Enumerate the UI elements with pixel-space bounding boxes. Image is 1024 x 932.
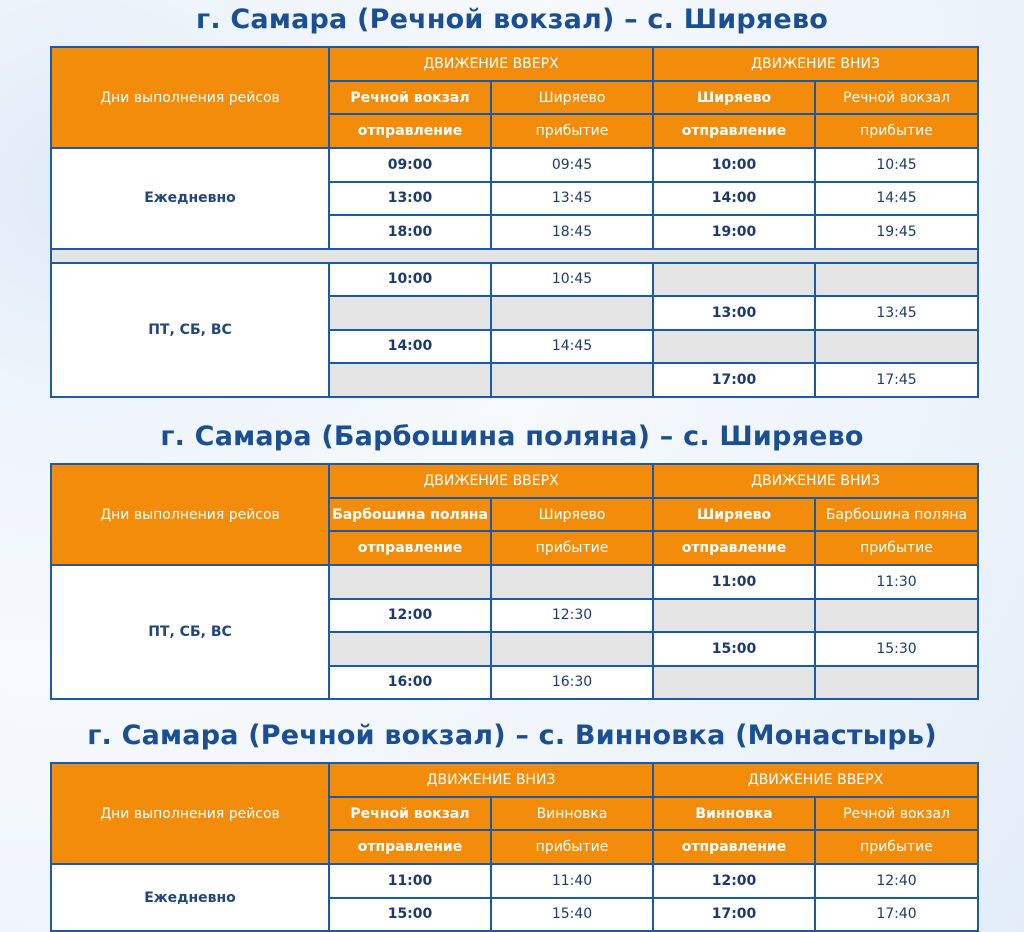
stop-name: Ширяево	[491, 498, 653, 531]
departure-time: 12:00	[653, 864, 815, 898]
direction-header-2: ДВИЖЕНИЕ ВНИЗ	[653, 464, 978, 498]
departure-time: 17:00	[653, 363, 815, 397]
arrival-time: 15:30	[815, 632, 978, 666]
departure-time	[653, 599, 815, 633]
arrival-label: прибытие	[491, 830, 653, 864]
days-cell: ПТ, СБ, ВС	[51, 565, 329, 699]
direction-header-1: ДВИЖЕНИЕ ВВЕРХ	[329, 47, 653, 81]
departure-time: 19:00	[653, 215, 815, 249]
table-row	[51, 263, 978, 297]
separator-row	[51, 249, 978, 263]
stop-name: Ширяево	[653, 498, 815, 531]
departure-time	[329, 565, 491, 599]
departure-time: 14:00	[653, 182, 815, 216]
arrival-time	[491, 632, 653, 666]
departure-time	[653, 666, 815, 700]
arrival-time: 11:30	[815, 565, 978, 599]
arrival-label: прибытие	[815, 830, 978, 864]
direction-header-1: ДВИЖЕНИЕ ВНИЗ	[329, 763, 653, 797]
days-header: Дни выполнения рейсов	[51, 763, 329, 864]
arrival-time	[491, 296, 653, 330]
departure-time: 15:00	[653, 632, 815, 666]
departure-label: отправление	[329, 830, 491, 864]
arrival-time: 13:45	[491, 182, 653, 216]
header-row	[51, 763, 978, 797]
stop-name: Винновка	[491, 797, 653, 830]
departure-time	[329, 363, 491, 397]
departure-time: 18:00	[329, 215, 491, 249]
arrival-time	[815, 666, 978, 700]
arrival-label: прибытие	[491, 114, 653, 148]
departure-time: 11:00	[329, 864, 491, 898]
departure-time	[653, 263, 815, 297]
departure-label: отправление	[329, 114, 491, 148]
stop-name: Речной вокзал	[815, 81, 978, 114]
arrival-time	[815, 599, 978, 633]
arrival-time: 12:40	[815, 864, 978, 898]
arrival-time: 17:45	[815, 363, 978, 397]
days-header: Дни выполнения рейсов	[51, 47, 329, 148]
arrival-time: 14:45	[491, 330, 653, 364]
departure-time	[653, 330, 815, 364]
arrival-time	[491, 565, 653, 599]
direction-header-1: ДВИЖЕНИЕ ВВЕРХ	[329, 464, 653, 498]
arrival-time	[815, 330, 978, 364]
departure-time: 12:00	[329, 599, 491, 633]
stop-name: Барбошина поляна	[815, 498, 978, 531]
route-title-1: г. Самара (Речной вокзал) – с. Ширяево	[196, 4, 828, 35]
departure-time: 15:00	[329, 898, 491, 932]
direction-header-2: ДВИЖЕНИЕ ВНИЗ	[653, 47, 978, 81]
departure-time: 09:00	[329, 148, 491, 182]
stop-name: Речной вокзал	[329, 81, 491, 114]
separator	[51, 249, 978, 263]
route-title-3: г. Самара (Речной вокзал) – с. Винновка (Монастырь)	[87, 720, 937, 751]
table-row	[51, 148, 978, 182]
arrival-time: 11:40	[491, 864, 653, 898]
departure-time: 11:00	[653, 565, 815, 599]
arrival-time	[815, 263, 978, 297]
days-cell: ПТ, СБ, ВС	[51, 263, 329, 397]
arrival-time: 15:40	[491, 898, 653, 932]
arrival-time: 19:45	[815, 215, 978, 249]
departure-time: 10:00	[653, 148, 815, 182]
departure-label: отправление	[653, 830, 815, 864]
arrival-time: 13:45	[815, 296, 978, 330]
departure-time: 14:00	[329, 330, 491, 364]
departure-time: 10:00	[329, 263, 491, 297]
arrival-time: 09:45	[491, 148, 653, 182]
route-title-2: г. Самара (Барбошина поляна) – с. Ширяево	[160, 421, 864, 452]
departure-label: отправление	[653, 114, 815, 148]
table-row	[51, 565, 978, 599]
departure-time: 17:00	[653, 898, 815, 932]
arrival-time: 10:45	[491, 263, 653, 297]
arrival-time: 16:30	[491, 666, 653, 700]
stop-name: Речной вокзал	[329, 797, 491, 830]
stop-name: Ширяево	[491, 81, 653, 114]
arrival-time: 12:30	[491, 599, 653, 633]
arrival-label: прибытие	[815, 531, 978, 565]
departure-time: 16:00	[329, 666, 491, 700]
arrival-time: 10:45	[815, 148, 978, 182]
departure-time: 13:00	[329, 182, 491, 216]
departure-label: отправление	[329, 531, 491, 565]
header-row	[51, 47, 978, 81]
stop-name: Барбошина поляна	[329, 498, 491, 531]
arrival-time: 14:45	[815, 182, 978, 216]
days-header: Дни выполнения рейсов	[51, 464, 329, 565]
departure-time: 13:00	[653, 296, 815, 330]
stop-name: Речной вокзал	[815, 797, 978, 830]
arrival-time: 18:45	[491, 215, 653, 249]
schedule-table-1	[50, 46, 979, 398]
days-cell: Ежедневно	[51, 864, 329, 931]
days-cell: Ежедневно	[51, 148, 329, 249]
departure-label: отправление	[653, 531, 815, 565]
schedule-table-2	[50, 463, 979, 700]
arrival-label: прибытие	[815, 114, 978, 148]
arrival-time: 17:40	[815, 898, 978, 932]
departure-time	[329, 632, 491, 666]
direction-header-2: ДВИЖЕНИЕ ВВЕРХ	[653, 763, 978, 797]
schedule-table-3	[50, 762, 979, 932]
header-row	[51, 464, 978, 498]
stop-name: Ширяево	[653, 81, 815, 114]
departure-time	[329, 296, 491, 330]
stop-name: Винновка	[653, 797, 815, 830]
arrival-time	[491, 363, 653, 397]
arrival-label: прибытие	[491, 531, 653, 565]
table-row	[51, 864, 978, 898]
